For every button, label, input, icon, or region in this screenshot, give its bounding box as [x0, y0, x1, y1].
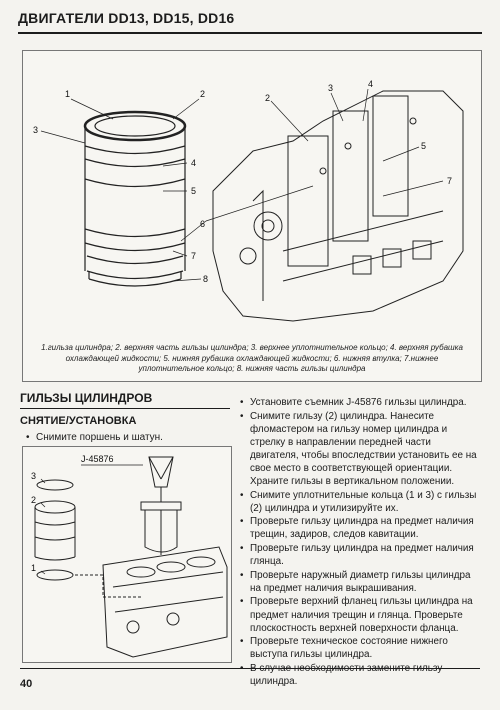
step-5: • Проверьте гильзу цилиндра на предмет наличия глянца. — [238, 542, 482, 568]
block-callout-2: 2 — [265, 93, 271, 103]
callout-2: 2 — [200, 89, 206, 99]
bottom-callout-3: 3 — [31, 471, 37, 481]
page-header — [18, 10, 482, 34]
step-2: • Снимите гильзу (2) цилиндра. Нанесите фломастером на гильзу номер цилиндра и стрелку в направлении передней части двигателя, чтобы впоследствии установить ее на свое место в соответствующей ориентации. Храните гильзы в вертикальном положении. — [238, 410, 482, 489]
bottom-figure — [22, 446, 232, 663]
callout-6: 6 — [200, 219, 206, 229]
footer-divider — [20, 668, 480, 669]
step-1: • Установите съемник J-45876 гильзы цилиндра. — [238, 396, 482, 409]
callout-3: 3 — [33, 125, 39, 135]
step-9: • В случае необходимости замените гильзу цилиндра. — [238, 662, 482, 688]
step-4: • Проверьте гильзу цилиндра на предмет наличия трещин, задиров, следов кавитации. — [238, 515, 482, 541]
liner-illustration — [85, 112, 185, 286]
callout-1: 1 — [65, 89, 71, 99]
callout-8: 8 — [203, 274, 209, 284]
section-title: ГИЛЬЗЫ ЦИЛИНДРОВ — [20, 391, 153, 405]
liner-puller-diagram — [23, 447, 231, 662]
block-callout-3: 3 — [328, 83, 334, 93]
step-8: • Проверьте техническое состояние нижнего выступа гильзы цилиндра. — [238, 635, 482, 661]
engine-block-illustration — [213, 91, 463, 321]
upper-seal-ring — [37, 480, 73, 490]
procedure-steps — [238, 396, 482, 689]
callout-7: 7 — [191, 251, 197, 261]
block-callout-5: 5 — [421, 141, 427, 151]
bottom-callout-2: 2 — [31, 495, 37, 505]
step-remove-piston: • Снимите поршень и шатун. — [24, 431, 241, 444]
subsection-title: СНЯТИЕ/УСТАНОВКА — [20, 415, 137, 427]
step-6: • Проверьте наружный диаметр гильзы цилиндра на предмет наличия выкрашивания. — [238, 569, 482, 595]
top-figure — [22, 50, 482, 382]
figure-caption: 1.гильза цилиндра; 2. верхняя часть гильзы цилиндра; 3. верхнее уплотнительное кольцо; 4. верхняя рубашка охлаждающей жидкости; 5. нижняя рубашка охлаждающей жидкости; 6. нижняя втулка; 7.нижнее уплотнительное кольцо; 8. нижняя часть гильзы цилиндра — [41, 343, 463, 373]
callout-4: 4 — [191, 158, 197, 168]
block-callout-4: 4 — [368, 79, 374, 89]
step-3: • Снимите уплотнительные кольца (1 и 3) с гильзы (2) цилиндра и утилизируйте их. — [238, 489, 482, 515]
block-callout-7: 7 — [447, 176, 453, 186]
bottom-callout-1: 1 — [31, 563, 37, 573]
tool-label: J-45876 — [81, 454, 114, 464]
lower-seal-ring — [37, 570, 73, 580]
step-7: • Проверьте верхний фланец гильзы цилиндра на предмет наличия трещин и глянца. Проверьте плоскостность верхней поверхности фланца. — [238, 595, 482, 634]
cylinder-liner-diagram — [23, 51, 481, 381]
page-title: ДВИГАТЕЛИ DD13, DD15, DD16 — [18, 10, 235, 26]
section-divider — [20, 408, 230, 409]
callout-5: 5 — [191, 186, 197, 196]
page-number: 40 — [20, 678, 33, 690]
